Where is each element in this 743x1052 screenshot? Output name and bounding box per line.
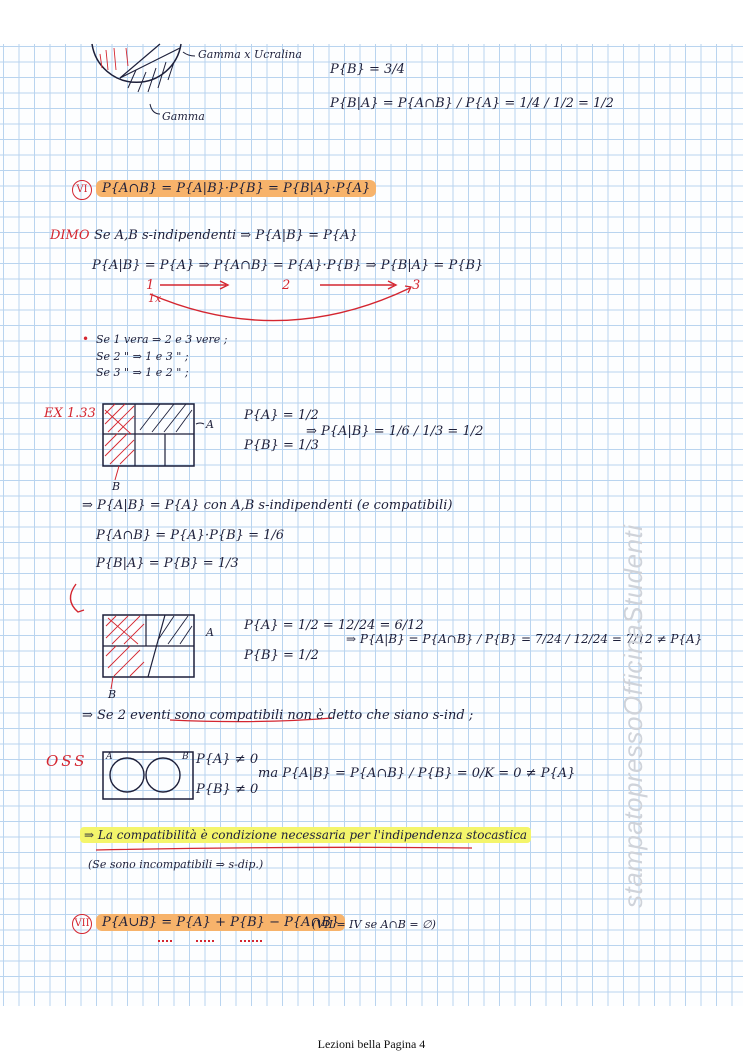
- oss-label: OSS: [46, 752, 88, 770]
- rule-6-formula: P{A∩B} = P{A|B}·P{B} = P{B|A}·P{A}: [96, 180, 376, 197]
- ex1-pb: P{B} = 1/3: [244, 438, 319, 453]
- chain-num-3: 3: [412, 278, 421, 293]
- ex1-pa: P{A} = 1/2: [244, 408, 319, 423]
- chain-formula: P{A|B} = P{A} ⇒ P{A∩B} = P{A}·P{B} ⇒ P{B|A} = P{B}: [92, 258, 484, 273]
- ex1-cond: ⇒ P{A|B} = 1/6 / 1/3 = 1/2: [306, 424, 484, 439]
- bracket-arrow: [70, 584, 84, 612]
- oss-b: B: [182, 752, 189, 762]
- page-footer: Lezioni bella Pagina 4: [317, 1037, 426, 1051]
- ex2-pb: P{B} = 1/2: [244, 648, 319, 663]
- pie-label-top: Gamma x Ucralina: [198, 48, 302, 61]
- bullet-line-2: Se 2 " ⇒ 1 e 3 " ;: [96, 350, 189, 363]
- oss-a: A: [106, 752, 113, 762]
- ex2-cond: ⇒ P{A|B} = P{A∩B} / P{B} = 7/24 / 12/24 = 7/12 ≠ P{A}: [346, 632, 703, 646]
- bullet-line-1: Se 1 vera ⇒ 2 e 3 vere ;: [96, 333, 228, 346]
- oss-eq: ma P{A|B} = P{A∩B} / P{B} = 0/K = 0 ≠ P{A}: [258, 766, 576, 781]
- rule-6: [72, 180, 376, 200]
- chain-arrows: [150, 281, 411, 321]
- rule-7-formula: P{A∪B} = P{A} + P{B} − P{A∩B}: [96, 914, 345, 931]
- ex1-a: A: [206, 418, 214, 431]
- watermark: stampatopressoOfficinaStudenti: [618, 524, 648, 908]
- ex2-b: B: [108, 688, 117, 701]
- rule-6-number: VI: [72, 180, 92, 200]
- p-b-top: P{B} = 3/4: [330, 62, 405, 77]
- chain-num-1: 1: [146, 278, 155, 293]
- rule-7-number: VII: [72, 914, 92, 934]
- ex1-b: B: [112, 480, 121, 493]
- ex-label: EX 1.33: [44, 406, 96, 421]
- underline-conclusion: [96, 847, 472, 850]
- rule-7: [72, 914, 345, 934]
- oss-conclusion-text: ⇒ La compatibilità è condizione necessaria per l'indipendenza stocastica: [80, 827, 531, 843]
- ex2-pa: P{A} = 1/2 = 12/24 = 6/12: [244, 618, 424, 633]
- oss-note: (Se sono incompatibili ⇒ s-dip.): [88, 858, 264, 871]
- oss-conclusion: [80, 828, 531, 842]
- ex1-line-2: P{A∩B} = P{A}·P{B} = 1/6: [96, 528, 285, 543]
- bullet-line-3: Se 3 " ⇒ 1 e 2 " ;: [96, 366, 189, 379]
- ex1-conclusion: ⇒ P{A|B} = P{A} con A,B s-indipendenti (e compatibili): [82, 498, 453, 513]
- chain-sub: 1x: [148, 292, 162, 305]
- ex1-line-3: P{B|A} = P{B} = 1/3: [96, 556, 239, 571]
- venn-rect-2: [103, 615, 194, 689]
- pie-label-bottom: Gamma: [162, 110, 205, 123]
- disjoint-circles: [103, 752, 193, 799]
- chain-num-2: 2: [282, 278, 291, 293]
- pie-chart: [92, 44, 195, 114]
- ex2-conclusion: ⇒ Se 2 eventi sono compatibili non è detto che siano s-ind ;: [82, 708, 474, 723]
- dim-label: DIMO: [50, 228, 90, 243]
- ex2-a: A: [206, 626, 214, 639]
- dim-text: Se A,B s-indipendenti ⇒ P{A|B} = P{A}: [94, 228, 358, 243]
- p-ba-top: P{B|A} = P{A∩B} / P{A} = 1/4 / 1/2 = 1/2: [330, 96, 614, 111]
- oss-pa: P{A} ≠ 0: [196, 752, 259, 767]
- oss-pb: P{B} ≠ 0: [196, 782, 259, 797]
- rule-7-note: (VII = IV se A∩B = ∅): [312, 918, 436, 931]
- venn-rect-1: [103, 404, 204, 480]
- bullet-dot: •: [82, 332, 90, 346]
